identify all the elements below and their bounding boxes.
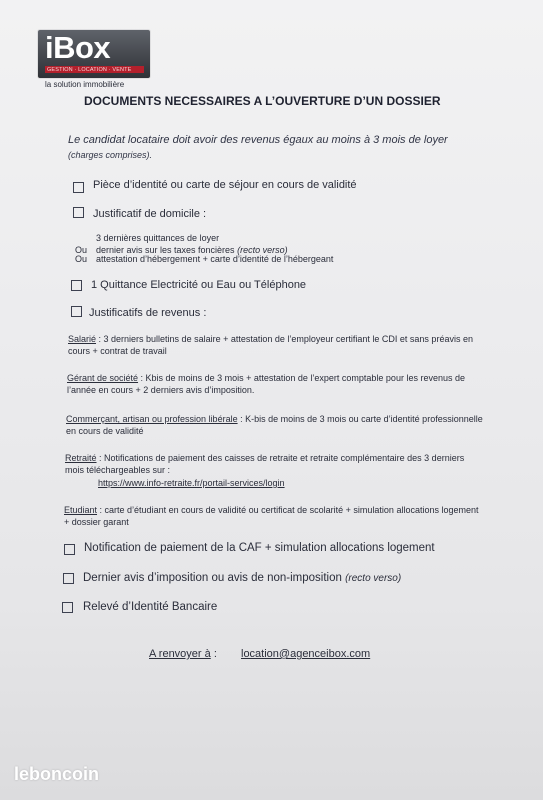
etudiant-label: Etudiant xyxy=(64,505,98,515)
utility-label: 1 Quittance Electricité ou Eau ou Téléphone xyxy=(91,279,307,291)
intro-note: (charges comprises). xyxy=(68,150,153,160)
salarie-section xyxy=(68,333,488,357)
caf-label: Notification de paiement de la CAF + simulation allocations logement xyxy=(84,542,435,554)
commercant-text: : K-bis de moins de 3 mois ou carte d’identité professionnelle en cours de validité xyxy=(66,414,483,436)
salarie-text: : 3 derniers bulletins de salaire + attestation de l’employeur certifiant le CDI et sans préavis en cours + contrat de travail xyxy=(68,334,473,356)
gerant-text: : Kbis de moins de 3 mois + attestation de l’expert comptable pour les revenus de l’année en cours + 2 derniers avis d’imposition. xyxy=(67,373,465,395)
rib-label: Relevé d’Identité Bancaire xyxy=(83,601,218,613)
domicile-option-2-main: dernier avis sur les taxes foncières xyxy=(96,245,235,255)
logo-tagline: la solution immobilière xyxy=(45,80,125,89)
commercant-section xyxy=(66,413,486,437)
revenue-label: Justificatifs de revenus : xyxy=(89,307,207,319)
domicile-option-3: attestation d’hébergement + carte d’identité de l’hébergeant xyxy=(96,254,334,264)
logo-word: iBox xyxy=(45,30,111,65)
domicile-option-1: 3 dernières quittances de loyer xyxy=(96,233,220,243)
leboncoin-watermark: leboncoin xyxy=(14,764,99,784)
retraite-link[interactable]: https://www.info-retraite.fr/portail-services/login xyxy=(98,478,285,488)
gerant-label: Gérant de société xyxy=(67,373,139,383)
caf-checkbox[interactable] xyxy=(64,544,75,555)
tax-notice-note: (recto verso) xyxy=(345,573,402,584)
ibox-logo xyxy=(38,30,150,78)
tax-notice-main: Dernier avis d’imposition ou avis de non-imposition xyxy=(83,572,342,584)
return-to-separator: : xyxy=(210,648,217,660)
intro-main: Le candidat locataire doit avoir des revenus égaux au moins à 3 mois de loyer xyxy=(68,134,448,146)
intro-paragraph xyxy=(68,133,468,163)
domicile-option-2-note: (recto verso) xyxy=(237,245,288,255)
logo-subtitle: GESTION · LOCATION · VENTE xyxy=(47,67,132,73)
salarie-label: Salarié xyxy=(68,334,97,344)
domicile-label: Justificatif de domicile : xyxy=(93,208,207,220)
etudiant-section xyxy=(64,504,484,528)
retraite-label: Retraité xyxy=(65,453,97,463)
tax-notice-checkbox[interactable] xyxy=(63,573,74,584)
commercant-label: Commerçant, artisan ou profession libérale xyxy=(66,414,238,424)
retraite-section xyxy=(65,452,485,476)
return-to-label xyxy=(149,647,217,661)
gerant-section xyxy=(67,372,487,396)
rib-checkbox[interactable] xyxy=(62,602,73,613)
document-title: DOCUMENTS NECESSAIRES A L’OUVERTURE D’UN DOSSIER xyxy=(84,94,441,108)
identity-checkbox[interactable] xyxy=(73,182,84,193)
identity-label: Pièce d’identité ou carte de séjour en cours de validité xyxy=(93,179,357,191)
revenue-checkbox[interactable] xyxy=(71,306,82,317)
tax-notice-label xyxy=(83,571,401,586)
domicile-or-1: Ou xyxy=(75,245,88,255)
domicile-or-2: Ou xyxy=(75,254,88,264)
return-to-text: A renvoyer à xyxy=(149,648,211,660)
etudiant-text: : carte d’étudiant en cours de validité ou certificat de scolarité + simulation allocations logement + dossier garant xyxy=(64,505,479,527)
retraite-text: : Notifications de paiement des caisses de retraite et retraite complémentaire des 3 derniers mois téléchargeables sur : xyxy=(65,453,465,475)
domicile-checkbox[interactable] xyxy=(73,207,84,218)
contact-email-link[interactable]: location@agenceibox.com xyxy=(241,648,371,660)
utility-checkbox[interactable] xyxy=(71,280,82,291)
